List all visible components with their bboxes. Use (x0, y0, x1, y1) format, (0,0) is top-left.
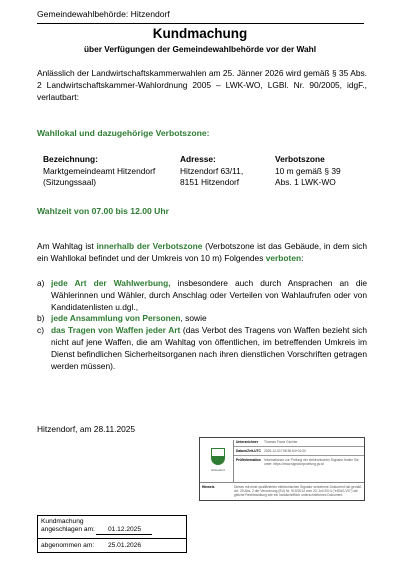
list-item-emphasis: jede Ansammlung von Personen (51, 313, 181, 324)
authority-line: Gemeindewahlbehörde: Hitzendorf (37, 9, 170, 19)
hint-label: Hinweis (202, 485, 215, 489)
check-row (234, 456, 364, 470)
list-item-text: , sowie (180, 313, 207, 324)
signer-value: Thomas Franz Gschier (264, 440, 298, 444)
date-row (234, 447, 364, 456)
list-item (37, 325, 367, 372)
prohibition-text: Am Wahltag ist (37, 241, 97, 251)
address-line: 8151 Hitzendorf (180, 177, 240, 188)
zone-line: 10 m gemäß § 39 (275, 165, 341, 176)
name-line: (Sitzungssaal) (43, 177, 97, 188)
name-column (43, 154, 155, 189)
removed-label: abgenommen am: (41, 542, 95, 549)
posting-title: Kundmachung (41, 518, 84, 525)
posted-underline (96, 534, 152, 535)
municipality-logo (202, 440, 234, 482)
name-line: Marktgemeindeamt Hitzendorf (43, 165, 156, 176)
list-marker: b) (37, 313, 45, 324)
signer-row (234, 438, 364, 447)
zone-column (275, 154, 341, 189)
date-label: Datum/Zeit-UTC (236, 449, 261, 453)
address-header: Adresse: (180, 154, 216, 164)
header-rule (37, 23, 364, 24)
logo-text: Hitzendorf (211, 468, 225, 472)
list-marker: a) (37, 278, 45, 288)
prohibition-text: : (301, 252, 304, 263)
prohibition-list (37, 278, 367, 372)
name-header: Bezeichnung: (43, 154, 98, 164)
list-item (37, 278, 367, 313)
prohibited-emphasis: verboten (265, 252, 302, 263)
place-date: Hitzendorf, am 28.11.2025 (37, 424, 136, 434)
check-label: Prüfinformation (236, 458, 261, 462)
prohibition-text: (Verbotszone ist das Gebäude, in dem sich ein Wahllokal befindet und der Umkreis von 10 m) Folgendes (37, 241, 367, 263)
posted-label: angeschlagen am: (41, 526, 95, 533)
zone-header: Verbotszone (275, 154, 325, 164)
posting-divider (38, 538, 186, 539)
check-value: Informationen zur Prüfung der elektronischen Signatur finden Sie unter: https://www.signaturpruefung.gv.at (264, 458, 359, 466)
list-item-text: insbesondere auch durch Ansprachen an die Wählerinnen und Wähler, durch Anschlag oder Verteilen von Wahlaufrufen oder von Kandidatenlisten u.dgl., (51, 278, 367, 312)
section-heading: Wahllokal und dazugehörige Verbotszone: (37, 128, 210, 138)
crest-icon (211, 448, 225, 465)
list-item-emphasis: jede Art der Wahlwerbung, (51, 278, 171, 288)
voting-time: Wahlzeit von 07.00 bis 12.00 Uhr (37, 206, 169, 216)
posting-box (37, 515, 187, 553)
address-line: Hitzendorf 63/11, (180, 165, 244, 176)
hint-row (200, 482, 364, 500)
hint-value: Dieses mit einer qualifizierten elektronischen Signatur versehene Dokument hat gemäß Art. 25 Abs. 2 der Verordnung (EU) Nr. 910/2014 vom 23. Juli 2014 ("eIDAS-VO") die gleiche Rechtswirkung wie ein handschriftlich unterschriebenes Dokument. (234, 485, 362, 497)
zone-line: Abs. 1 LWK-WO (275, 177, 336, 188)
prohibition-intro (37, 241, 367, 265)
posted-date: 01.12.2025 (108, 526, 142, 533)
address-column (180, 154, 243, 189)
page-title: Kundmachung (152, 26, 248, 41)
prohibition-zone-emphasis: innerhalb der Verbotszone (96, 241, 203, 251)
list-item-text: (das Verbot des Tragens von Waffen bezieht sich nicht auf jene Waffen, die am Wahltag von öffentlichen, im betreffenden Umkreis im Dienst befindlichen Sicherheitsorganen nach ihren dienstlichen Vorschriften getragen werden müssen). (51, 325, 367, 371)
date-value: 2025-12-01T08:36:54+01:00 (264, 449, 306, 453)
signer-label: Unterzeichner (236, 440, 258, 444)
list-marker: c) (37, 325, 44, 336)
list-item (37, 313, 367, 325)
removed-date: 25.01.2026 (108, 542, 142, 549)
signature-block (199, 437, 365, 501)
page-subtitle: über Verfügungen der Gemeindewahlbehörde vor der Wahl (83, 44, 317, 54)
intro-paragraph: Anlässlich der Landwirtschaftskammerwahlen am 25. Jänner 2026 wird gemäß § 35 Abs. 2 Landwirtschaftskammer-Wahlordnung 2005 – LWK-WO, LGBl. Nr. 90/2005, idgF., verlautbart: (37, 68, 367, 102)
list-item-emphasis: das Tragen von Waffen jeder Art (51, 325, 181, 336)
